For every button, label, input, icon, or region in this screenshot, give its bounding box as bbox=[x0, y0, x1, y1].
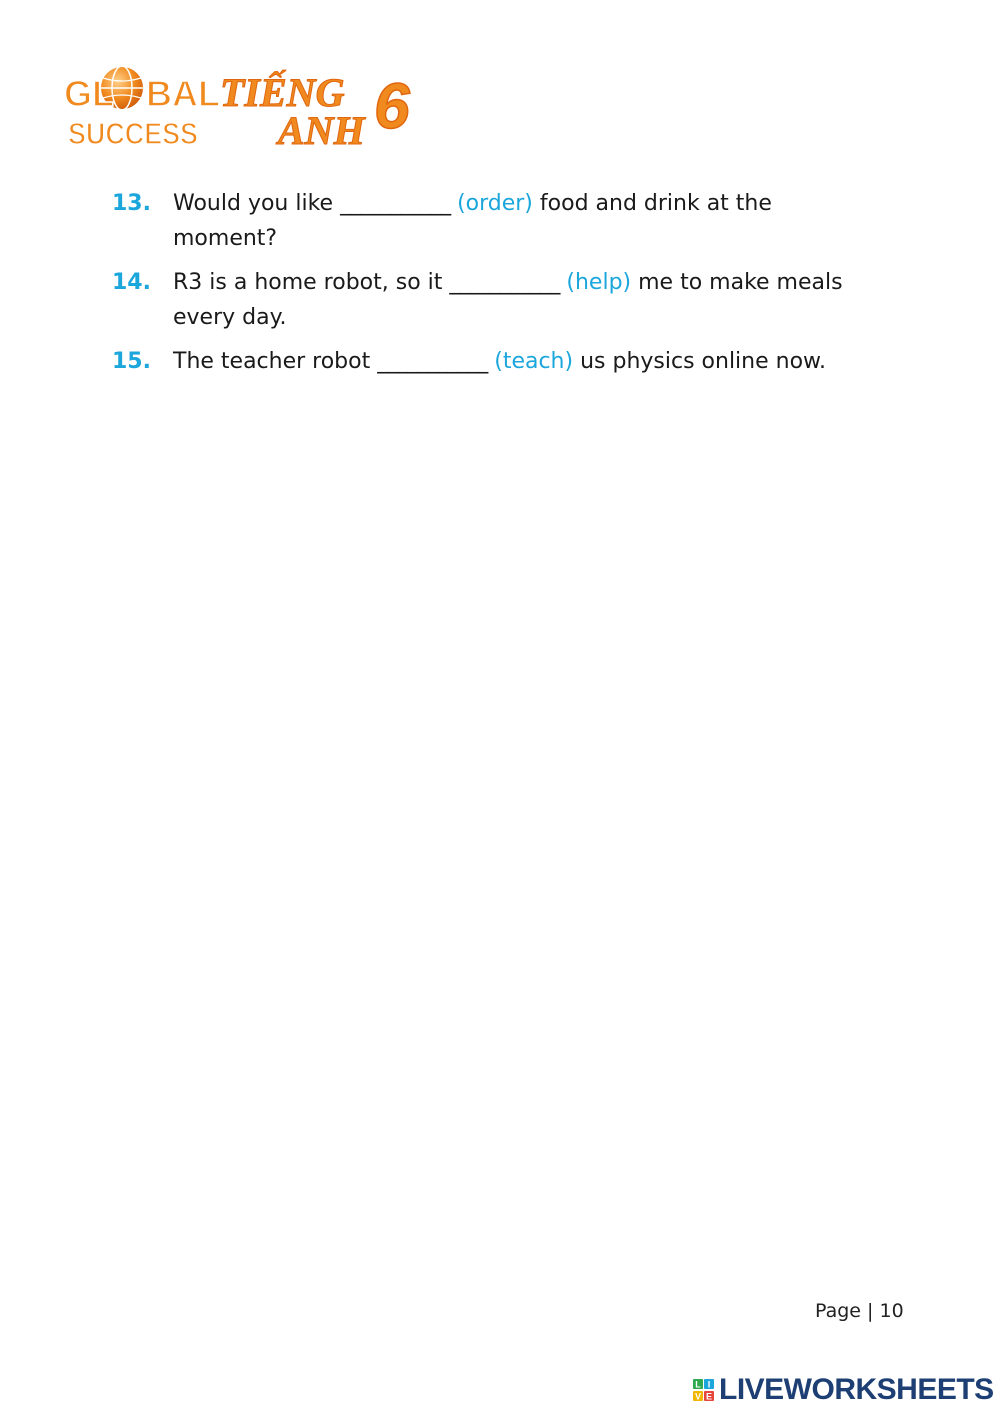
question-number: 13. bbox=[112, 191, 151, 216]
page-number: Page | 10 bbox=[815, 1300, 904, 1322]
exercise-list bbox=[112, 186, 852, 388]
verb-hint: (help) bbox=[566, 270, 632, 295]
logo-text-bal: BAL bbox=[146, 73, 220, 114]
answer-blank[interactable]: ___________ bbox=[340, 191, 451, 216]
question-text-after: us physics online now. bbox=[573, 349, 827, 374]
logo-text-grade: 6 bbox=[374, 70, 410, 142]
liveworksheets-brand[interactable] bbox=[693, 1373, 994, 1407]
question-text bbox=[173, 265, 852, 335]
question-item-13 bbox=[112, 186, 852, 256]
answer-blank[interactable]: ___________ bbox=[377, 349, 488, 374]
logo-text-anh: ANH bbox=[278, 108, 365, 153]
icon-letter: E bbox=[705, 1391, 713, 1402]
liveworksheets-icon bbox=[693, 1378, 715, 1402]
question-text-before: R3 is a home robot, so it bbox=[173, 270, 450, 295]
question-number: 14. bbox=[112, 270, 151, 295]
question-text bbox=[173, 186, 852, 256]
icon-letter: L bbox=[695, 1379, 701, 1390]
question-text bbox=[173, 344, 826, 379]
answer-blank[interactable]: ___________ bbox=[449, 270, 560, 295]
icon-letter: I bbox=[707, 1379, 711, 1390]
question-text-before: The teacher robot bbox=[173, 349, 378, 374]
question-number: 15. bbox=[112, 349, 151, 374]
logo-text-success: SUCCESS bbox=[68, 116, 198, 151]
liveworksheets-wordmark: LIVEWORKSHEETS bbox=[719, 1373, 994, 1406]
question-text-before: Would you like bbox=[173, 191, 341, 216]
global-success-logo bbox=[56, 56, 436, 156]
question-item-15 bbox=[112, 344, 852, 379]
question-text-after: me to make meals every day. bbox=[173, 270, 843, 330]
logo-text-gl: GL bbox=[64, 73, 114, 114]
question-item-14 bbox=[112, 265, 852, 335]
logo-text-tieng: TIẾNG bbox=[220, 70, 345, 115]
question-text-after: food and drink at the moment? bbox=[173, 191, 772, 251]
verb-hint: (order) bbox=[457, 191, 533, 216]
verb-hint: (teach) bbox=[494, 349, 574, 374]
icon-letter: V bbox=[694, 1391, 702, 1402]
